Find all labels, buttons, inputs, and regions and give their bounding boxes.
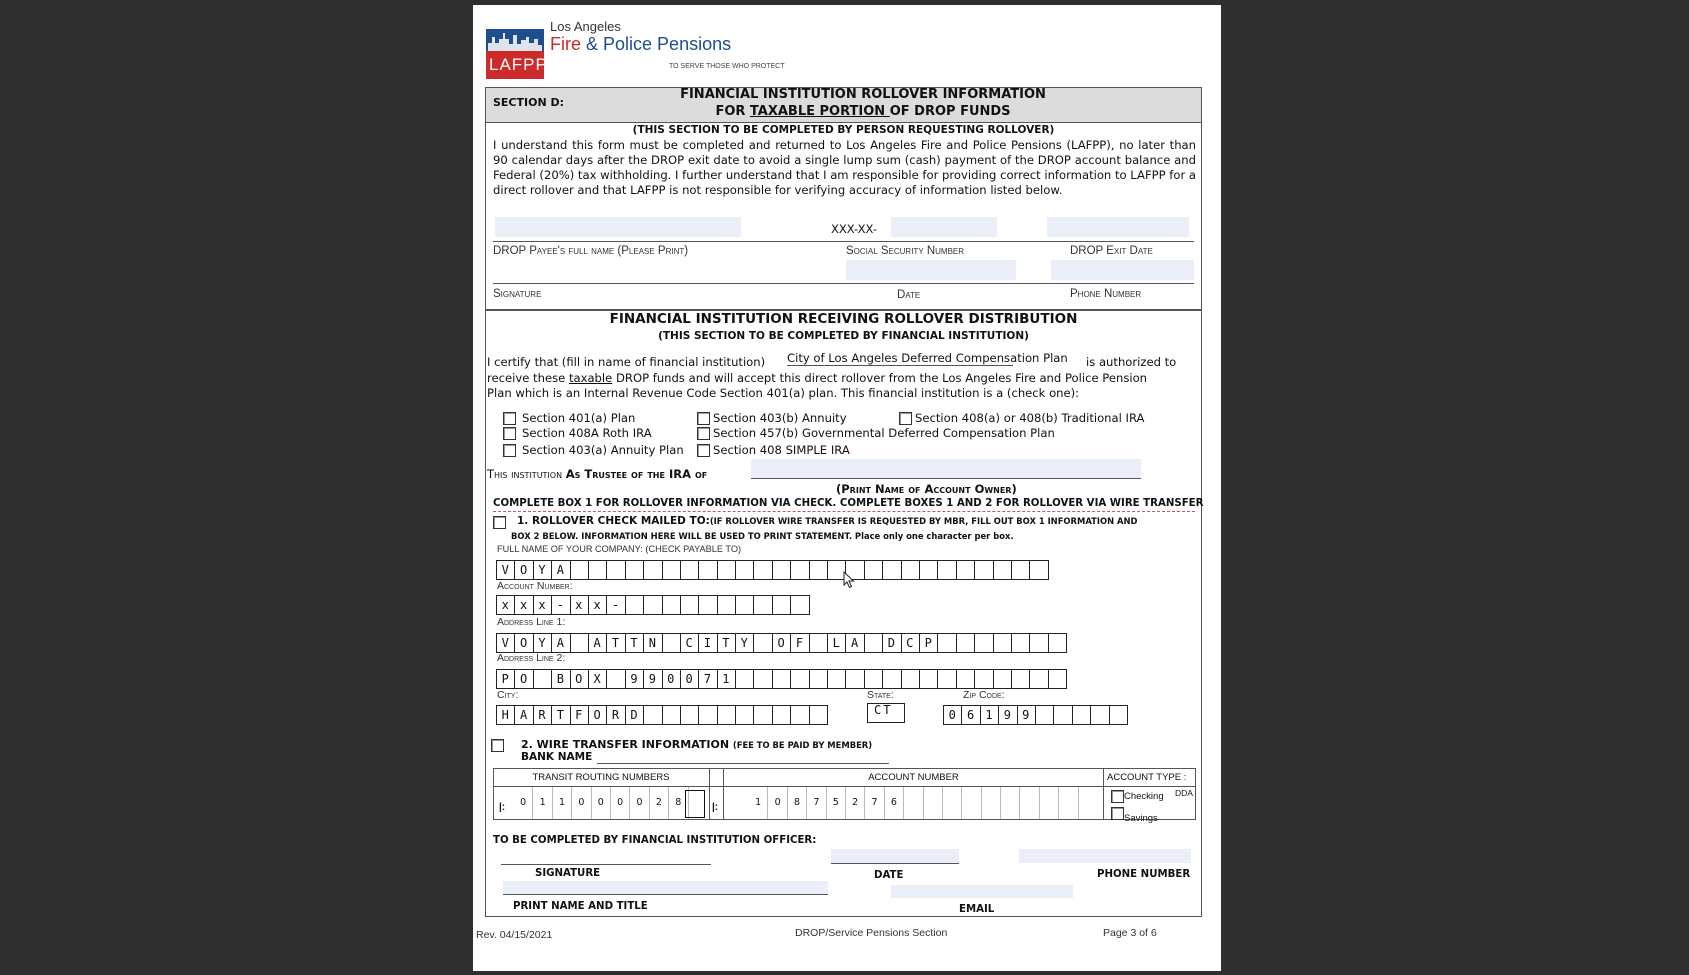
section-d-subtitle: (THIS SECTION TO BE COMPLETED BY PERSON REQUESTING ROLLOVER): [632, 124, 1055, 136]
char-box[interactable]: O: [588, 705, 607, 725]
char-box[interactable]: [790, 560, 809, 580]
char-box[interactable]: [698, 560, 717, 580]
char-box[interactable]: [698, 595, 717, 615]
digit-box[interactable]: 0: [768, 787, 787, 819]
box1-heading: 1. ROLLOVER CHECK MAILED TO:(IF ROLLOVER WIRE TRANSFER IS REQUESTED BY MBR, FILL OUT BOX 1 INFORMATION AND: [517, 515, 1138, 527]
org-line1: Los Angeles: [550, 19, 621, 34]
digit-box[interactable]: 0: [592, 787, 611, 819]
footer-section: DROP/Service Pensions Section: [795, 927, 948, 939]
char-box[interactable]: C: [901, 633, 920, 653]
digit-box[interactable]: 7: [865, 787, 884, 819]
routing-header: TRANSIT ROUTING NUMBERS: [532, 772, 670, 783]
char-box[interactable]: [937, 669, 956, 689]
char-box[interactable]: A: [551, 560, 570, 580]
digit-box[interactable]: [1059, 787, 1078, 819]
char-box[interactable]: [1048, 669, 1067, 689]
char-box[interactable]: [772, 705, 791, 725]
digit-box[interactable]: 6: [885, 787, 904, 819]
char-box[interactable]: [772, 669, 791, 689]
char-box[interactable]: C: [680, 633, 699, 653]
routing-digits[interactable]: [514, 787, 689, 819]
box1-note: BOX 2 BELOW. INFORMATION HERE WILL BE USED TO PRINT STATEMENT. Place only one character per box.: [511, 531, 1014, 541]
char-box[interactable]: [753, 705, 772, 725]
exit-date-label: DROP Exit Date: [1070, 245, 1153, 257]
char-box[interactable]: [662, 705, 681, 725]
char-box[interactable]: A: [514, 705, 533, 725]
char-box[interactable]: [956, 633, 975, 653]
wire-account-digits[interactable]: [749, 787, 1079, 819]
char-box[interactable]: [974, 669, 993, 689]
payee-name-field[interactable]: [495, 217, 741, 237]
certify-line2: receive these taxable DROP funds and will accept this direct rollover from the Los Angeles Fire and Police Pension: [487, 371, 1148, 385]
savings-checkbox[interactable]: [1111, 807, 1124, 820]
lafpp-logo: [486, 29, 548, 79]
char-box[interactable]: P: [919, 633, 938, 653]
plan-403a-label: Section 403(a) Annuity Plan: [522, 443, 684, 457]
institution-name-field[interactable]: City of Los Angeles Deferred Compensation Plan: [787, 351, 1068, 365]
char-box[interactable]: [533, 669, 552, 689]
char-box[interactable]: D: [625, 705, 644, 725]
char-box[interactable]: A: [551, 633, 570, 653]
bank-name-field[interactable]: [597, 763, 889, 764]
char-box[interactable]: 0: [662, 669, 681, 689]
char-box[interactable]: [809, 669, 828, 689]
digit-box[interactable]: 0: [611, 787, 630, 819]
checkbox-408-simple[interactable]: [697, 444, 710, 457]
char-box[interactable]: [1029, 669, 1048, 689]
char-box[interactable]: [1029, 633, 1048, 653]
officer-date-field[interactable]: [831, 849, 959, 863]
routing-mark-left: |:: [499, 802, 506, 813]
char-box[interactable]: F: [570, 705, 589, 725]
box2-heading: 2. WIRE TRANSFER INFORMATION (FEE TO BE PAID BY MEMBER): [521, 738, 873, 751]
trustee-line: This institution As Trustee of the IRA of: [487, 467, 708, 481]
char-box[interactable]: [956, 560, 975, 580]
char-box[interactable]: 9: [1017, 705, 1036, 725]
char-box[interactable]: [919, 669, 938, 689]
char-box[interactable]: [1109, 705, 1128, 725]
officer-phone-label: PHONE NUMBER: [1097, 869, 1191, 880]
char-box[interactable]: R: [606, 705, 625, 725]
officer-print-name-label: PRINT NAME AND TITLE: [513, 901, 648, 912]
char-box[interactable]: [717, 560, 736, 580]
section-d-title-line2: FOR TAXABLE PORTION OF DROP FUNDS: [715, 104, 1011, 119]
digit-box[interactable]: 0: [572, 787, 591, 819]
digit-box[interactable]: 2: [650, 787, 669, 819]
char-box[interactable]: [956, 669, 975, 689]
checkbox-403b[interactable]: [697, 412, 710, 425]
char-box[interactable]: [974, 633, 993, 653]
ssn-prefix: XXX-XX-: [831, 222, 877, 236]
char-box[interactable]: [772, 595, 791, 615]
digit-box[interactable]: 8: [669, 787, 688, 819]
receiving-title: FINANCIAL INSTITUTION RECEIVING ROLLOVER DISTRIBUTION: [609, 311, 1078, 327]
char-box[interactable]: [753, 560, 772, 580]
char-box[interactable]: [809, 560, 828, 580]
account-owner-field[interactable]: [751, 459, 1141, 478]
char-box[interactable]: [680, 560, 699, 580]
char-box[interactable]: [993, 633, 1012, 653]
char-box[interactable]: [662, 595, 681, 615]
char-box[interactable]: D: [882, 633, 901, 653]
digit-box[interactable]: [904, 787, 923, 819]
officer-email-label: EMAIL: [959, 904, 995, 915]
payee-date-field[interactable]: [846, 260, 1016, 280]
char-box[interactable]: x: [588, 595, 607, 615]
char-box[interactable]: V: [496, 560, 515, 580]
address-line2-boxes[interactable]: [497, 669, 1067, 689]
state-label: State:: [867, 689, 894, 701]
char-box[interactable]: F: [790, 633, 809, 653]
char-box[interactable]: A: [588, 633, 607, 653]
char-box[interactable]: Y: [533, 560, 552, 580]
section-d-paragraph: I understand this form must be completed and returned to Los Angeles Fire and Police Pensions (LAFPP), no later than 90 calendar days after the DROP exit date to avoid a single lump sum (cash) payment of the DROP account balance and Federal (20%) tax withholding. I further understand that I am responsible for providing correct information to LAFPP for a direct rollover and that LAFPP is not responsible for verifying accuracy of information listed below.: [493, 138, 1197, 197]
char-box[interactable]: [717, 705, 736, 725]
char-box[interactable]: [937, 560, 956, 580]
char-box[interactable]: [1072, 705, 1091, 725]
char-box[interactable]: 9: [998, 705, 1017, 725]
routing-mark-right: |:: [712, 802, 719, 813]
org-fire: Fire: [550, 34, 581, 54]
org-name: [550, 34, 731, 55]
officer-print-name-field[interactable]: [503, 881, 828, 894]
char-box[interactable]: [753, 595, 772, 615]
digit-box[interactable]: 2: [846, 787, 865, 819]
char-box[interactable]: T: [717, 633, 736, 653]
char-box[interactable]: x: [570, 595, 589, 615]
digit-box[interactable]: 0: [630, 787, 649, 819]
char-box[interactable]: R: [533, 705, 552, 725]
checkbox-408a-roth[interactable]: [503, 427, 516, 440]
char-box[interactable]: [864, 560, 883, 580]
char-box[interactable]: [680, 705, 699, 725]
payee-phone-field[interactable]: [1051, 260, 1194, 280]
form-page: [473, 5, 1221, 971]
char-box[interactable]: [606, 560, 625, 580]
char-box[interactable]: [1011, 669, 1030, 689]
char-box[interactable]: [937, 633, 956, 653]
char-box[interactable]: [606, 669, 625, 689]
company-name-boxes[interactable]: [497, 560, 1049, 580]
char-box[interactable]: 7: [698, 669, 717, 689]
plan-408-traditional-label: Section 408(a) or 408(b) Traditional IRA: [915, 411, 1145, 425]
char-box[interactable]: x: [533, 595, 552, 615]
officer-heading: TO BE COMPLETED BY FINANCIAL INSTITUTION OFFICER:: [493, 835, 817, 846]
char-box[interactable]: [1029, 560, 1048, 580]
char-box[interactable]: H: [496, 705, 515, 725]
digit-box[interactable]: [943, 787, 962, 819]
char-box[interactable]: [625, 560, 644, 580]
checking-label: Checking: [1124, 791, 1164, 802]
char-box[interactable]: [698, 705, 717, 725]
tagline: TO SERVE THOSE WHO PROTECT: [669, 63, 785, 70]
char-box[interactable]: A: [845, 633, 864, 653]
char-box[interactable]: X: [588, 669, 607, 689]
footer-page: Page 3 of 6: [1103, 927, 1157, 939]
account-owner-label: (Print Name of Account Owner): [836, 482, 1017, 496]
char-box[interactable]: [643, 595, 662, 615]
char-box[interactable]: T: [606, 633, 625, 653]
char-box[interactable]: [772, 560, 791, 580]
char-box[interactable]: [993, 669, 1012, 689]
char-box[interactable]: 9: [643, 669, 662, 689]
checkbox-401a[interactable]: [503, 412, 516, 425]
zip-label: Zip Code:: [963, 689, 1005, 701]
char-box[interactable]: T: [625, 633, 644, 653]
char-box[interactable]: O: [772, 633, 791, 653]
char-box[interactable]: [570, 633, 589, 653]
digit-box[interactable]: [982, 787, 1001, 819]
digit-box[interactable]: [1020, 787, 1039, 819]
char-box[interactable]: V: [496, 633, 515, 653]
char-box[interactable]: [753, 669, 772, 689]
state-box[interactable]: CT: [867, 703, 905, 723]
digit-box[interactable]: 0: [514, 787, 533, 819]
digit-box[interactable]: 1: [749, 787, 768, 819]
complete-boxes-instruction: COMPLETE BOX 1 FOR ROLLOVER INFORMATION VIA CHECK. COMPLETE BOXES 1 AND 2 FOR ROLLOVER VIA WIRE TRANSFER: [493, 498, 1204, 509]
digit-box[interactable]: [962, 787, 981, 819]
digit-box[interactable]: [1040, 787, 1059, 819]
char-box[interactable]: x: [514, 595, 533, 615]
section-d-label: SECTION D:: [493, 96, 565, 109]
checkbox-457b[interactable]: [697, 427, 710, 440]
account-number-header: ACCOUNT NUMBER: [868, 772, 959, 783]
char-box[interactable]: [735, 595, 754, 615]
char-box[interactable]: Y: [735, 633, 754, 653]
logo-text: LAFPP: [489, 55, 548, 74]
officer-signature-field[interactable]: [501, 864, 711, 865]
char-box[interactable]: [974, 560, 993, 580]
char-box[interactable]: O: [514, 669, 533, 689]
box1-checkbox[interactable]: [493, 516, 506, 529]
char-box[interactable]: [919, 560, 938, 580]
char-box[interactable]: [1011, 633, 1030, 653]
char-box[interactable]: 0: [943, 705, 962, 725]
officer-email-field[interactable]: [891, 885, 1073, 898]
plan-408a-roth-label: Section 408A Roth IRA: [522, 426, 652, 440]
checkbox-408-traditional[interactable]: [899, 412, 912, 425]
savings-label: Savings: [1124, 813, 1158, 824]
char-box[interactable]: P: [496, 669, 515, 689]
char-box[interactable]: O: [514, 633, 533, 653]
org-rest: & Police Pensions: [586, 34, 732, 54]
char-box[interactable]: [882, 560, 901, 580]
char-box[interactable]: [882, 669, 901, 689]
char-box[interactable]: B: [551, 669, 570, 689]
digit-box[interactable]: [924, 787, 943, 819]
officer-date-label: DATE: [874, 870, 904, 881]
char-box[interactable]: [790, 705, 809, 725]
digit-box[interactable]: 1: [533, 787, 552, 819]
ssn-field[interactable]: [891, 217, 997, 237]
char-box[interactable]: [993, 560, 1012, 580]
char-box[interactable]: T: [551, 705, 570, 725]
char-box[interactable]: [901, 669, 920, 689]
char-box[interactable]: 0: [680, 669, 699, 689]
char-box[interactable]: [790, 595, 809, 615]
signature-label: Signature: [493, 288, 542, 300]
char-box[interactable]: [845, 669, 864, 689]
digit-box[interactable]: 7: [807, 787, 826, 819]
digit-box[interactable]: 1: [553, 787, 572, 819]
account-type-header: ACCOUNT TYPE :: [1107, 772, 1187, 783]
plan-408-simple-label: Section 408 SIMPLE IRA: [713, 443, 850, 457]
digit-box[interactable]: 5: [827, 787, 846, 819]
plan-401a-label: Section 401(a) Plan: [522, 411, 636, 425]
city-label: City:: [497, 689, 519, 701]
char-box[interactable]: [901, 560, 920, 580]
char-box[interactable]: [662, 560, 681, 580]
bank-name-label: BANK NAME: [521, 751, 593, 763]
date-label: Date: [897, 289, 921, 301]
zip-boxes[interactable]: [944, 705, 1128, 725]
address-line1-label: Address Line 1:: [497, 616, 566, 628]
dda-label: DDA: [1175, 788, 1193, 798]
char-box[interactable]: [864, 633, 883, 653]
address-line1-boxes[interactable]: [497, 633, 1067, 653]
char-box[interactable]: [1011, 560, 1030, 580]
char-box[interactable]: O: [514, 560, 533, 580]
payee-name-label: DROP Payee's full name (Please Print): [493, 245, 689, 257]
mouse-cursor-icon: [843, 571, 855, 594]
char-box[interactable]: [625, 595, 644, 615]
char-box[interactable]: [1048, 633, 1067, 653]
char-box[interactable]: [643, 705, 662, 725]
box2-checkbox[interactable]: [491, 739, 504, 752]
char-box[interactable]: [735, 560, 754, 580]
digit-box[interactable]: [1001, 787, 1020, 819]
char-box[interactable]: x: [496, 595, 515, 615]
checkbox-403a[interactable]: [503, 444, 516, 457]
char-box[interactable]: 6: [961, 705, 980, 725]
char-box[interactable]: [827, 669, 846, 689]
char-box[interactable]: 9: [625, 669, 644, 689]
char-box[interactable]: -: [606, 595, 625, 615]
char-box[interactable]: [753, 633, 772, 653]
char-box[interactable]: [588, 560, 607, 580]
char-box[interactable]: N: [643, 633, 662, 653]
char-box[interactable]: [662, 633, 681, 653]
officer-signature-label: SIGNATURE: [535, 868, 601, 879]
char-box[interactable]: [1035, 705, 1054, 725]
ssn-label: Social Security Number: [846, 245, 965, 257]
char-box[interactable]: [735, 705, 754, 725]
receiving-subtitle: (THIS SECTION TO BE COMPLETED BY FINANCIAL INSTITUTION): [658, 330, 1029, 342]
char-box[interactable]: [680, 595, 699, 615]
char-box[interactable]: O: [570, 669, 589, 689]
digit-box[interactable]: 8: [788, 787, 807, 819]
char-box[interactable]: [864, 669, 883, 689]
phone-label: Phone Number: [1070, 288, 1142, 300]
char-box[interactable]: 1: [717, 669, 736, 689]
char-box[interactable]: [643, 560, 662, 580]
char-box[interactable]: I: [698, 633, 717, 653]
payee-signature-field[interactable]: [495, 260, 825, 280]
char-box[interactable]: [735, 669, 754, 689]
char-box[interactable]: [1053, 705, 1072, 725]
account-number-boxes[interactable]: [497, 595, 810, 615]
char-box[interactable]: [809, 705, 828, 725]
char-box[interactable]: 1: [980, 705, 999, 725]
char-box[interactable]: [809, 633, 828, 653]
company-label: FULL NAME OF YOUR COMPANY: (CHECK PAYABLE TO): [497, 544, 742, 554]
plan-457b-label: Section 457(b) Governmental Deferred Compensation Plan: [713, 426, 1055, 440]
plan-403b-label: Section 403(b) Annuity: [713, 411, 847, 425]
char-box[interactable]: -: [551, 595, 570, 615]
city-boxes[interactable]: [497, 705, 828, 725]
footer-revision: Rev. 04/15/2021: [476, 929, 553, 941]
char-box[interactable]: [1090, 705, 1109, 725]
account-number-label: Account Number:: [497, 580, 573, 592]
section-d-title-line1: FINANCIAL INSTITUTION ROLLOVER INFORMATION: [680, 87, 1046, 102]
char-box[interactable]: [570, 560, 589, 580]
certify-post: is authorized to: [1086, 355, 1177, 369]
char-box[interactable]: Y: [533, 633, 552, 653]
char-box[interactable]: [790, 669, 809, 689]
officer-phone-field[interactable]: [1019, 849, 1191, 863]
char-box[interactable]: [717, 595, 736, 615]
checking-checkbox[interactable]: [1111, 790, 1124, 803]
certify-line3: Plan which is an Internal Revenue Code Section 401(a) plan. This financial institution is a (check one):: [487, 386, 1080, 400]
exit-date-field[interactable]: [1047, 217, 1189, 237]
address-line2-label: Address Line 2:: [497, 652, 566, 664]
certify-line1: I certify that (fill in name of financial institution): [487, 355, 766, 369]
char-box[interactable]: L: [827, 633, 846, 653]
